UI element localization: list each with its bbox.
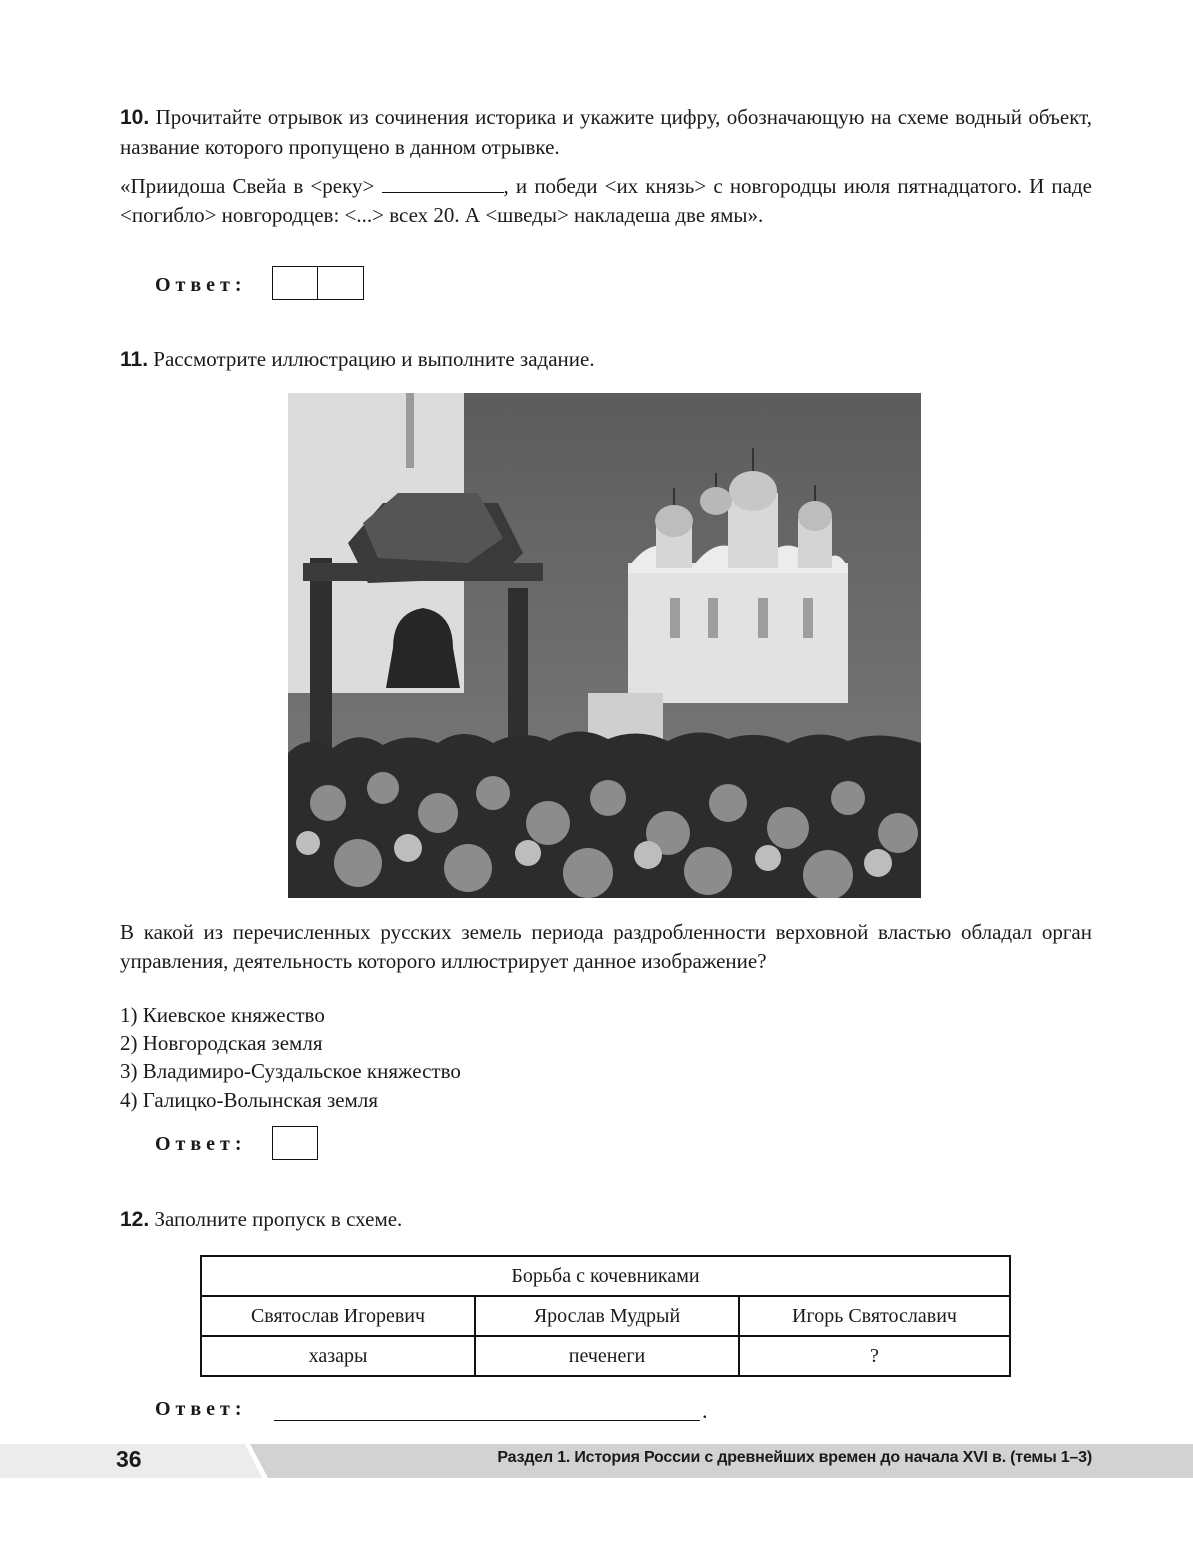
task10-quote-part2: , и победи <их князь> с новгородцы июля пятнадцатого. И паде <погибло> новгородцев: <...> всех 20. А <шведы> накладеша две ямы».	[120, 174, 1093, 227]
task12-answer-label: Ответ:	[155, 1398, 247, 1420]
scheme-header: Борьба с кочевниками	[201, 1256, 1010, 1296]
scheme-prince-1: Святослав Игоревич	[201, 1296, 475, 1336]
scheme-enemy-3: ?	[739, 1336, 1010, 1376]
task10-answer-cell-1[interactable]	[272, 266, 318, 300]
task11-answer-cell[interactable]	[272, 1126, 318, 1160]
scheme-prince-3: Игорь Святославич	[739, 1296, 1010, 1336]
task11-prompt-text: Рассмотрите иллюстрацию и выполните задание.	[153, 347, 595, 371]
scheme-prince-2: Ярослав Мудрый	[475, 1296, 739, 1336]
task10-prompt	[120, 103, 1092, 161]
task10-answer-label: Ответ:	[155, 274, 247, 296]
task11-number: 11.	[120, 348, 149, 371]
task12-number: 12.	[120, 1208, 150, 1231]
task11-option-2: 2) Новгородская земля	[120, 1031, 323, 1055]
section-title: Раздел 1. История России с древнейших времен до начала XVI в. (темы 1–3)	[497, 1449, 1092, 1466]
task12-answer-line[interactable]	[274, 1420, 700, 1421]
task11-answer-boxes[interactable]	[272, 1126, 318, 1160]
task10-prompt-text: Прочитайте отрывок из сочинения историка и укажите цифру, обозначающую на схеме водный объект, название которого пропущено в данном отрывке.	[120, 105, 1093, 159]
task12-prompt	[120, 1205, 1092, 1235]
task10-quote-part1: «Приидоша Свейа в <реку>	[120, 174, 375, 198]
scheme-header-row	[201, 1256, 1010, 1296]
task10-quote-blank	[382, 172, 504, 193]
scheme-enemy-2: печенеги	[475, 1336, 739, 1376]
task10-answer-cell-2[interactable]	[318, 266, 364, 300]
page-number: 36	[116, 1446, 142, 1472]
task11-option-4: 4) Галицко-Волынская земля	[120, 1088, 378, 1112]
veche-illustration-art	[288, 393, 921, 898]
task11-option-3: 3) Владимиро-Суздальское княжество	[120, 1059, 461, 1083]
scheme-enemies-row	[201, 1336, 1010, 1376]
task11-option-1: 1) Киевское княжество	[120, 1003, 325, 1027]
veche-illustration	[288, 393, 921, 898]
task11-prompt	[120, 345, 1092, 375]
scheme-princes-row	[201, 1296, 1010, 1336]
task12-answer-period: .	[702, 1398, 708, 1423]
task10-answer-boxes[interactable]	[272, 266, 364, 300]
nomads-scheme-table	[200, 1255, 1011, 1377]
task11-question: В какой из перечисленных русских земель периода раздробленности верховной властью обладал орган управления, деятельность которого иллюстрирует данное изображение?	[120, 920, 1092, 973]
task11-answer-label: Ответ:	[155, 1133, 247, 1155]
task10-quote	[120, 172, 1092, 229]
scheme-enemy-1: хазары	[201, 1336, 475, 1376]
task12-prompt-text: Заполните пропуск в схеме.	[154, 1207, 403, 1231]
task10-number: 10.	[120, 106, 150, 129]
